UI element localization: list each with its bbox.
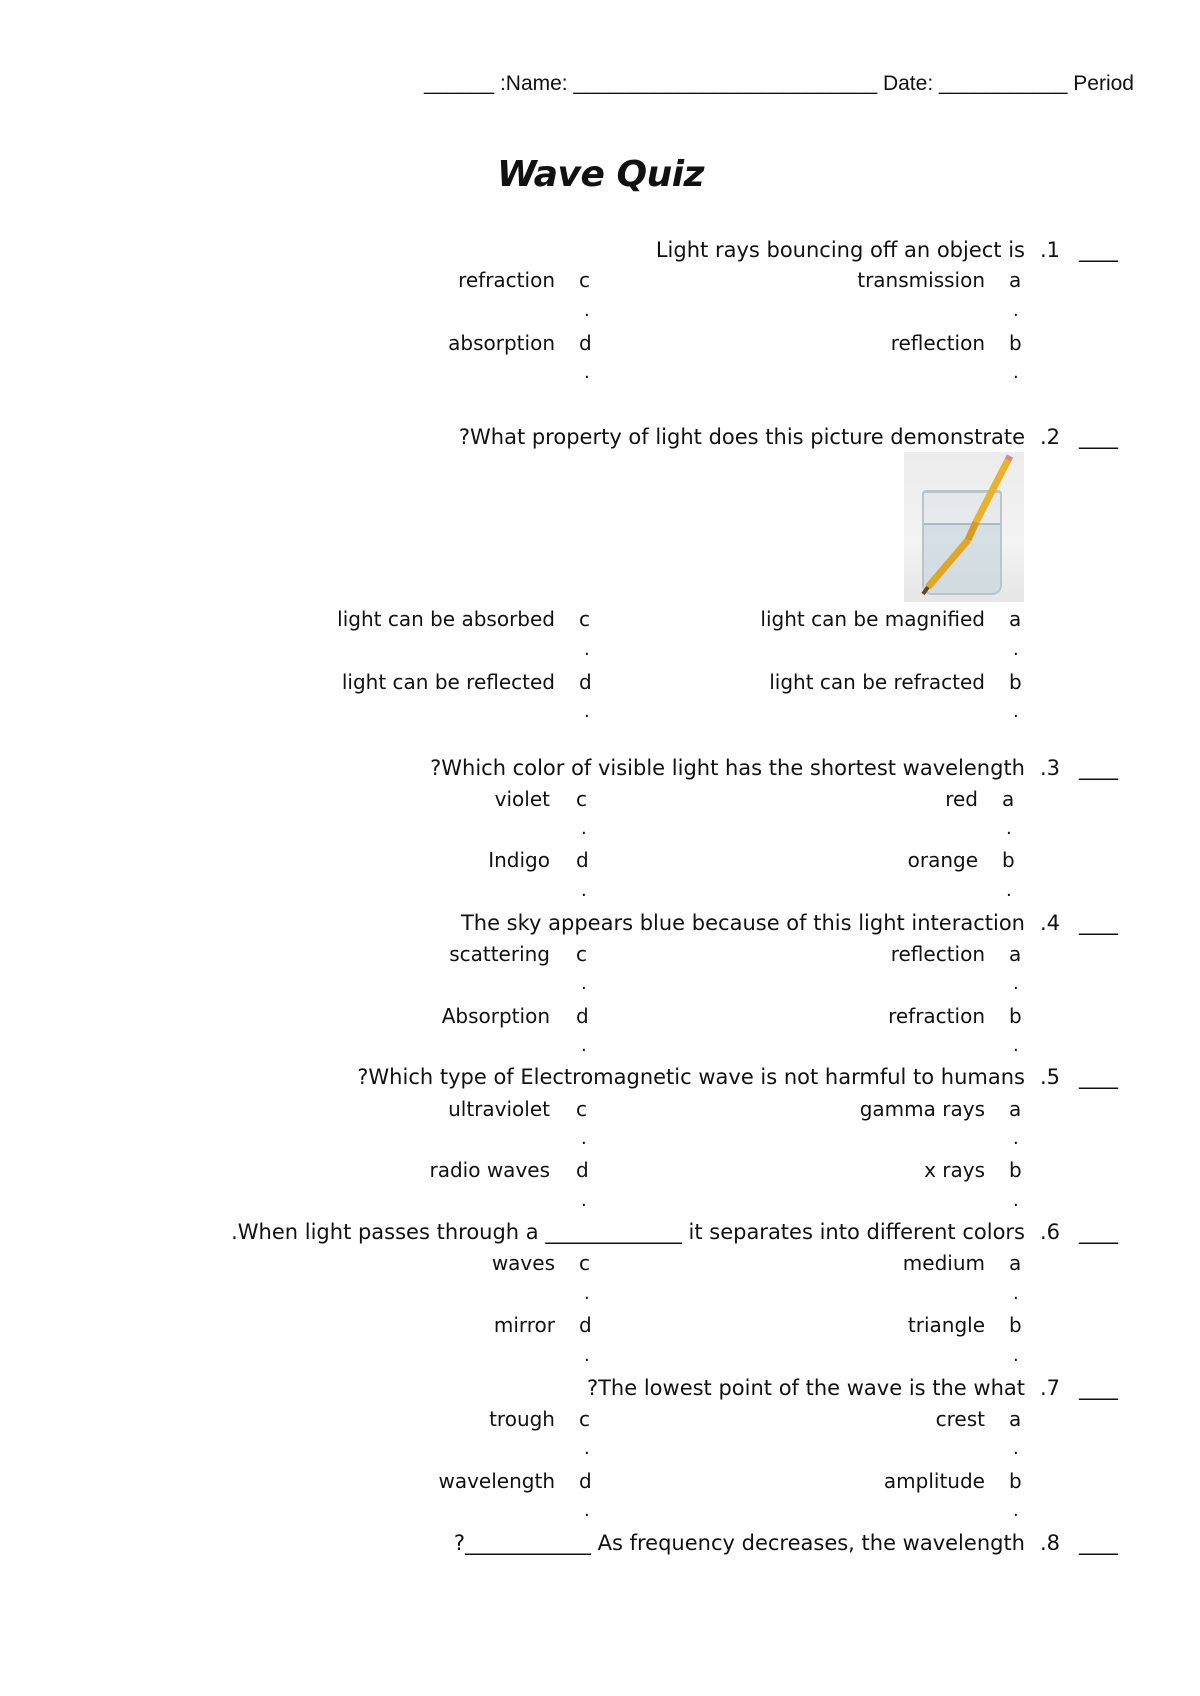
option-d-text: mirror [493,1313,555,1337]
option-c-letter: c [576,1097,587,1121]
option-c-letter: c [576,942,587,966]
option-a-text: crest [935,1407,985,1431]
option-c-letter: c [579,1407,590,1431]
question-text: ?____________ As frequency decreases, the wavelength [453,1531,1025,1555]
dot: . [581,1190,587,1211]
dot: . [584,300,590,321]
dot: . [581,1035,587,1056]
student-info-header: ______ :Name: __________________________ Date: ___________ Period [424,72,1134,95]
dot: . [584,701,590,722]
answer-blank[interactable]: ____ [1079,238,1117,262]
option-a-letter: a [1002,787,1015,811]
option-b-letter: b [1009,331,1022,355]
question-text: ?Which color of visible light has the shortest wavelength [430,756,1025,780]
option-c-text: violet [494,787,550,811]
option-d-letter: d [576,1004,589,1028]
question-number: .6 [1040,1220,1061,1244]
answer-blank[interactable]: ____ [1079,1220,1117,1244]
option-c-letter: c [579,1251,590,1275]
option-d-text: absorption [448,331,555,355]
option-a-letter: a [1009,1407,1022,1431]
option-a-letter: a [1009,942,1022,966]
dot: . [1013,300,1019,321]
option-b-letter: b [1009,1158,1022,1182]
option-b-text: orange [907,848,978,872]
dot: . [584,1500,590,1521]
option-a-text: reflection [890,942,985,966]
answer-blank[interactable]: ____ [1079,1065,1117,1089]
question-number: .2 [1040,425,1061,449]
option-d-letter: d [579,1313,592,1337]
option-d-text: light can be reflected [341,670,555,694]
option-a-letter: a [1009,607,1022,631]
dot: . [581,818,587,839]
option-d-text: wavelength [438,1469,555,1493]
option-c-letter: c [579,607,590,631]
question-number: .1 [1040,238,1061,262]
dot: . [1013,1035,1019,1056]
dot: . [581,1128,587,1149]
option-a-text: red [945,787,978,811]
option-b-letter: b [1002,848,1015,872]
option-c-text: scattering [449,942,550,966]
question-text: .When light passes through a _____________ it separates into different colors [231,1220,1025,1244]
question-text: The sky appears blue because of this light interaction [460,911,1025,935]
option-b-letter: b [1009,670,1022,694]
option-b-text: triangle [907,1313,985,1337]
question-text: ?What property of light does this picture demonstrate [458,425,1025,449]
option-d-letter: d [576,1158,589,1182]
dot: . [1013,1283,1019,1304]
option-d-letter: d [576,848,589,872]
dot: . [1013,639,1019,660]
option-d-text: Indigo [488,848,550,872]
option-c-text: waves [491,1251,555,1275]
option-b-letter: b [1009,1469,1022,1493]
answer-blank[interactable]: ____ [1079,911,1117,935]
option-c-letter: c [579,268,590,292]
option-b-text: reflection [890,331,985,355]
dot: . [584,1283,590,1304]
option-a-letter: a [1009,268,1022,292]
dot: . [1013,1128,1019,1149]
option-d-text: Absorption [441,1004,550,1028]
option-a-text: gamma rays [859,1097,985,1121]
option-b-letter: b [1009,1313,1022,1337]
dot: . [581,880,587,901]
option-c-text: light can be absorbed [337,607,555,631]
option-c-letter: c [576,787,587,811]
question-text: ?The lowest point of the wave is the what [586,1376,1025,1400]
option-b-text: amplitude [883,1469,985,1493]
option-a-letter: a [1009,1251,1022,1275]
dot: . [584,1345,590,1366]
option-d-letter: d [579,1469,592,1493]
option-c-text: trough [489,1407,555,1431]
dot: . [581,973,587,994]
option-a-text: light can be magnified [760,607,985,631]
question-number: .8 [1040,1531,1061,1555]
answer-blank[interactable]: ____ [1079,1376,1117,1400]
dot: . [584,1438,590,1459]
dot: . [584,639,590,660]
option-b-text: refraction [888,1004,985,1028]
dot: . [1013,701,1019,722]
option-d-letter: d [579,670,592,694]
dot: . [1013,1500,1019,1521]
question-number: .4 [1040,911,1061,935]
question-number: .3 [1040,756,1061,780]
page-title: Wave Quiz [497,154,704,195]
dot: . [1013,362,1019,383]
option-b-text: light can be refracted [769,670,985,694]
question-text: ?Which type of Electromagnetic wave is not harmful to humans [357,1065,1025,1089]
option-a-text: transmission [857,268,985,292]
question-text: Light rays bouncing off an object is [655,238,1025,262]
answer-blank[interactable]: ____ [1079,425,1117,449]
answer-blank[interactable]: ____ [1079,1531,1117,1555]
option-c-text: refraction [458,268,555,292]
dot: . [1013,1345,1019,1366]
option-a-letter: a [1009,1097,1022,1121]
dot: . [1013,1438,1019,1459]
dot: . [584,362,590,383]
option-b-letter: b [1009,1004,1022,1028]
dot: . [1013,973,1019,994]
dot: . [1006,818,1012,839]
option-d-text: radio waves [429,1158,550,1182]
option-a-text: medium [902,1251,985,1275]
option-b-text: x rays [924,1158,985,1182]
option-d-letter: d [579,331,592,355]
answer-blank[interactable]: ____ [1079,756,1117,780]
question-number: .7 [1040,1376,1061,1400]
dot: . [1013,1190,1019,1211]
question-number: .5 [1040,1065,1061,1089]
dot: . [1006,880,1012,901]
option-c-text: ultraviolet [448,1097,550,1121]
